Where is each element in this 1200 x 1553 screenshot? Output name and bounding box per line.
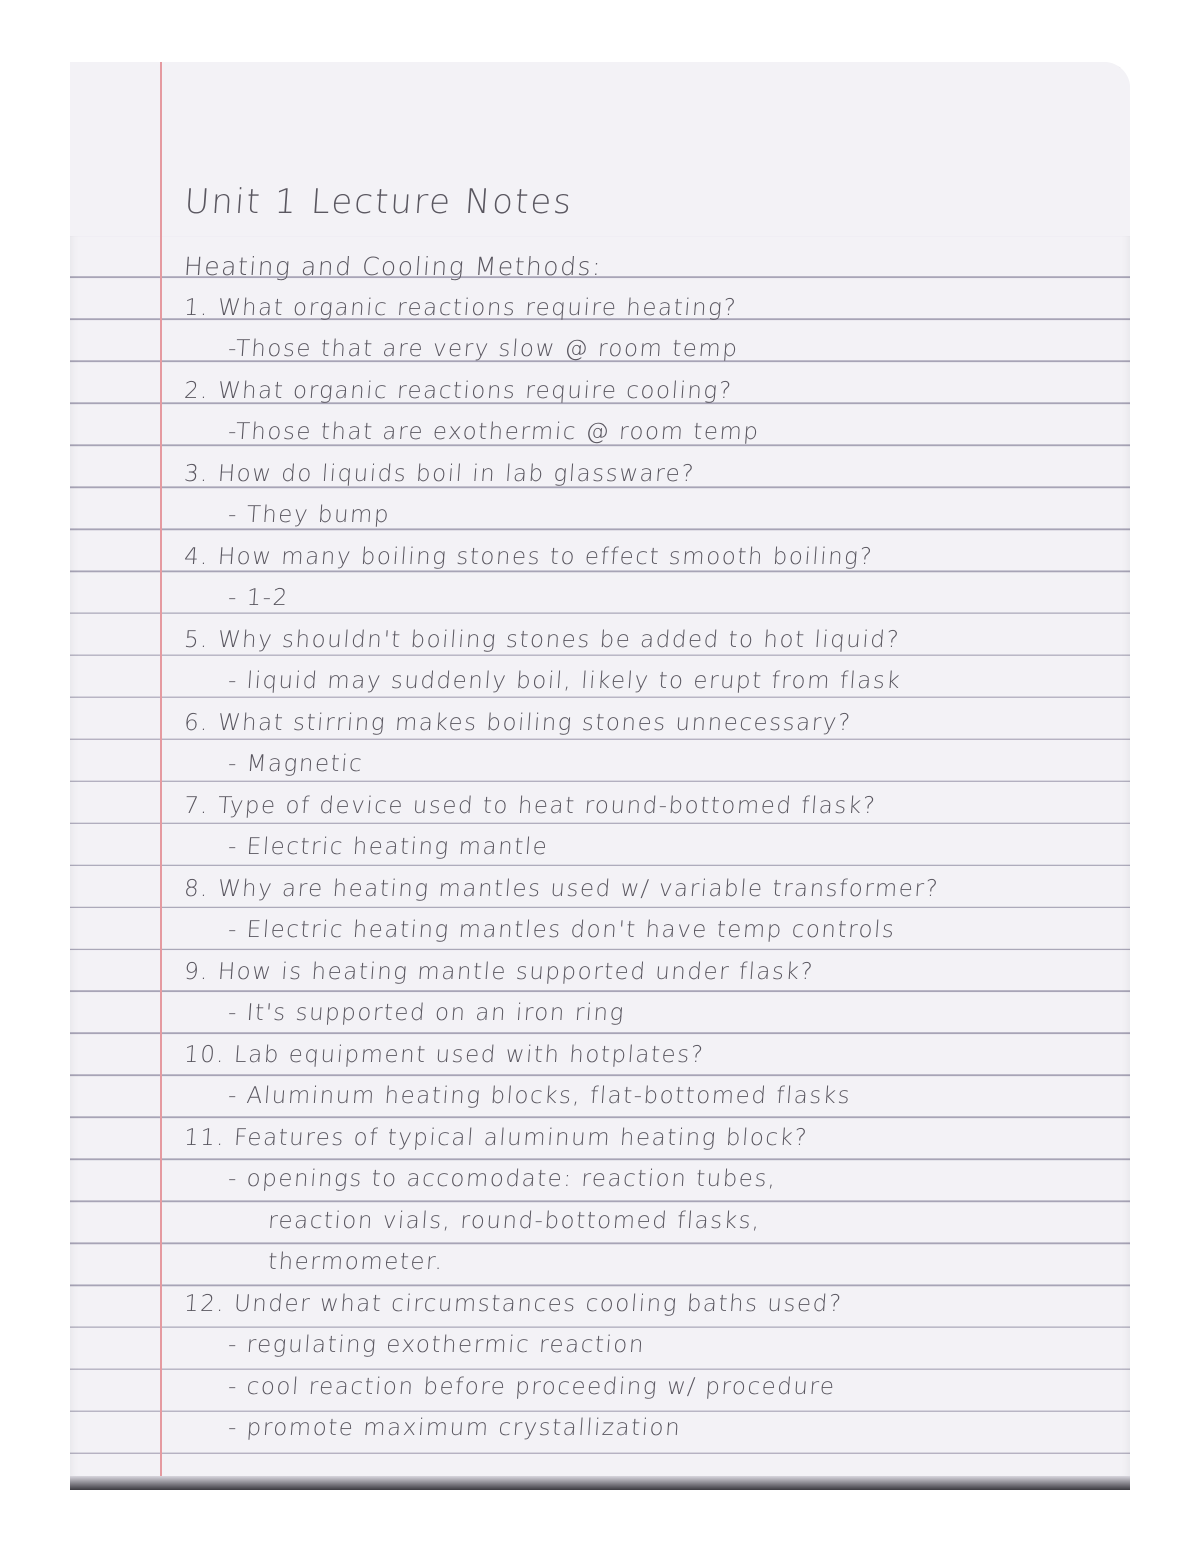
note-line: 9. How is heating mantle supported under flask?: [183, 958, 815, 985]
page-title: Unit 1 Lecture Notes: [183, 182, 575, 222]
note-line: -Those that are exothermic @ room temp: [227, 419, 761, 445]
section-heading: Heating and Cooling Methods:: [183, 252, 604, 281]
note-line: 6. What stirring makes boiling stones unnecessary?: [183, 709, 853, 736]
note-line: - promote maximum crystallization: [227, 1415, 683, 1441]
note-line: reaction vials, round-bottomed flasks,: [267, 1207, 762, 1234]
note-line: - Electric heating mantles don't have temp controls: [227, 917, 897, 943]
note-line: - Electric heating mantle: [227, 834, 550, 860]
note-line: - Aluminum heating blocks, flat-bottomed flasks: [227, 1083, 853, 1109]
note-line: - cool reaction before proceeding w/ procedure: [227, 1373, 837, 1400]
note-line: - 1-2: [227, 585, 290, 611]
note-line: 8. Why are heating mantles used w/ variable transformer?: [183, 875, 940, 902]
note-line: - It's supported on an iron ring: [227, 1000, 626, 1026]
note-line: 10. Lab equipment used with hotplates?: [183, 1041, 706, 1068]
note-line: - Magnetic: [227, 751, 365, 777]
note-line: 1. What organic reactions require heating?: [183, 294, 738, 321]
notebook-page: [70, 62, 1130, 1490]
note-line: - openings to accomodate: reaction tubes,: [227, 1166, 778, 1192]
page-bottom-edge: [70, 1476, 1130, 1490]
note-line: - They bump: [227, 502, 391, 528]
note-line: - regulating exothermic reaction: [227, 1332, 646, 1358]
red-margin-line: [160, 62, 162, 1490]
note-line: 5. Why shouldn't boiling stones be added to hot liquid?: [183, 626, 901, 653]
note-line: 3. How do liquids boil in lab glassware?: [183, 460, 696, 487]
note-line: - liquid may suddenly boil, likely to erupt from flask: [227, 668, 903, 694]
note-line: 4. How many boiling stones to effect smooth boiling?: [183, 543, 875, 570]
note-line: -Those that are very slow @ room temp: [227, 336, 740, 362]
note-line: 11. Features of typical aluminum heating block?: [183, 1124, 809, 1151]
note-line: 2. What organic reactions require cooling?: [183, 377, 734, 404]
note-line: thermometer.: [267, 1249, 445, 1275]
note-line: 7. Type of device used to heat round-bottomed flask?: [183, 792, 878, 819]
handwritten-notes: [184, 174, 1114, 1450]
note-line: 12. Under what circumstances cooling baths used?: [183, 1290, 844, 1317]
